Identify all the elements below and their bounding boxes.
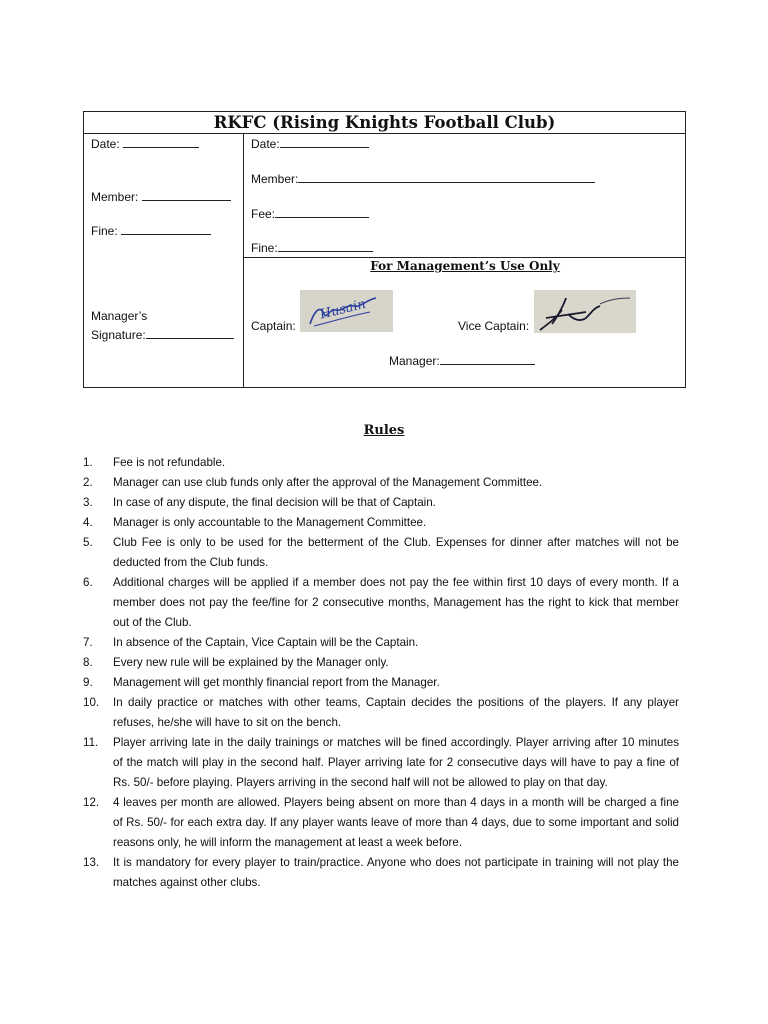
rule-number: 11. [83,736,99,749]
rule-number: 9. [83,676,93,689]
rule-text: Fee is not refundable. [113,456,226,469]
left-date-label: Date: [91,137,124,151]
svg-text:Husain: Husain [318,296,368,323]
rule-text: Manager can use club funds only after the approval of the Management Committee. [113,476,543,489]
right-member-line [298,171,595,183]
manager-label: Manager: [389,354,440,368]
left-member-line [142,189,231,201]
vice-captain-signature-image [534,290,636,333]
rule-item [83,633,679,653]
rule-item [83,493,679,513]
rule-item [83,853,679,893]
left-date-line [123,136,199,148]
vice-captain-label: Vice Captain: [458,319,530,333]
rule-text: Manager is only accountable to the Management Committee. [113,516,427,529]
left-member-label: Member: [91,190,142,204]
rule-item [83,673,679,693]
rule-item [83,513,679,533]
rule-text: 4 leaves per month are allowed. Players being absent on more than 4 days in a month will be charged a fine of Rs. 50/- for each extra day. If any player wants leave of more than 4 days, due to some important and solid reasons only, he will inform the management at least a week before. [113,796,679,849]
left-fine-label: Fine: [91,224,122,238]
rule-text: Management will get monthly financial report from the Manager. [113,676,440,689]
right-member-label: Member: [251,172,299,186]
form-title: RKFC (Rising Knights Football Club) [84,112,685,134]
right-member-field [251,171,595,187]
manager-line [440,353,535,365]
rule-number: 12. [83,796,100,809]
manager-signature-label-1: Manager’s [91,309,148,323]
right-date-label: Date: [251,137,280,151]
rule-item [83,793,679,853]
rule-number: 1. [83,456,93,469]
rule-number: 10. [83,696,100,709]
right-date-field [251,136,369,152]
left-date-field [91,136,199,152]
rule-text: Club Fee is only to be used for the betterment of the Club. Expenses for dinner after matches will not be deducted from the Club funds. [113,536,679,569]
rule-number: 13. [83,856,100,869]
rule-item [83,533,679,573]
manager-signature-label-2: Signature: [91,328,146,342]
rule-number: 8. [83,656,93,669]
left-fine-field [91,223,211,239]
right-fine-line [278,240,373,252]
manager-field [389,353,535,369]
rule-item [83,693,679,733]
right-fee-field [251,206,369,222]
rule-text: Every new rule will be explained by the Manager only. [113,656,389,669]
rule-number: 3. [83,496,93,509]
rule-text: Additional charges will be applied if a member does not pay the fee within first 10 days of every month. If a member does not pay the fee/fine for 2 consecutive months, Management has the right to kick that member out of the Club. [113,576,679,629]
rule-item [83,653,679,673]
rule-text: It is mandatory for every player to train/practice. Anyone who does not participate in training will not play the matches against other clubs. [113,856,679,889]
rule-item [83,733,679,793]
right-fee-label: Fee: [251,207,276,221]
membership-form [83,111,686,388]
rule-number: 2. [83,476,93,489]
left-fine-line [121,223,211,235]
right-date-line [280,136,369,148]
manager-signature-line [146,327,234,339]
rule-number: 5. [83,536,93,549]
rule-item [83,453,679,473]
rule-text: In case of any dispute, the final decision will be that of Captain. [113,496,436,509]
captain-signature-icon [300,290,393,332]
captain-label: Captain: [251,319,296,333]
management-heading: For Management’s Use Only [370,259,560,273]
right-fee-line [275,206,369,218]
left-member-field [91,189,231,205]
rule-number: 6. [83,576,93,589]
right-fine-label: Fine: [251,241,278,255]
rules-list [83,453,679,893]
rule-number: 4. [83,516,93,529]
rule-text: In daily practice or matches with other teams, Captain decides the positions of the players. If any player refuses, he/she will have to sit on the bench. [113,696,679,729]
rule-text: In absence of the Captain, Vice Captain will be the Captain. [113,636,419,649]
vice-captain-signature-icon [534,290,636,333]
rule-item [83,473,679,493]
management-divider [244,257,686,258]
manager-signature-field [91,327,234,343]
rule-number: 7. [83,636,93,649]
rule-item [83,573,679,633]
rule-text: Player arriving late in the daily trainings or matches will be fined accordingly. Player arriving after 10 minutes of the match will play in the second half. Player arriving late for 2 consecutive days will have to pay a fine of Rs. 50/- before playing. Players arriving in the second half will not be allowed to play on that day. [113,736,679,789]
rules-title: Rules [363,423,405,438]
right-fine-field [251,240,373,256]
captain-signature-image [300,290,393,332]
